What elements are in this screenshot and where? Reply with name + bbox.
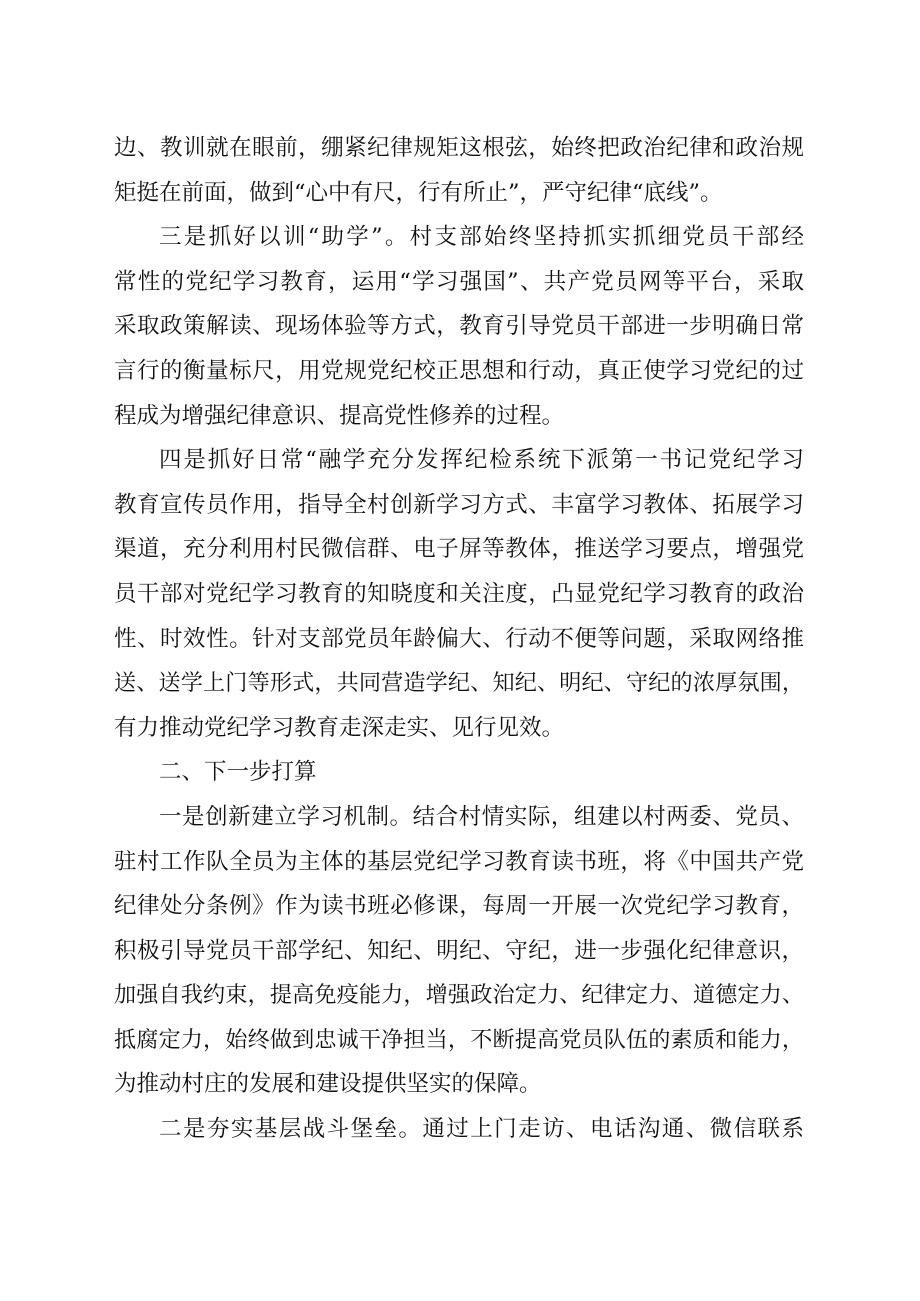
text-line: 程成为增强纪律意识、提高党性修养的过程。 (114, 402, 565, 429)
text-line: 边、教训就在眼前，绷紧纪律规矩这根弦，始终把政治纪律和政治规 (114, 135, 804, 161)
text-line: 言行的衡量标尺，用党规党纪校正思想和行动，真正使学习党纪的过 (114, 357, 804, 384)
text-line: 抵腐定力，始终做到忠诚干净担当，不断提高党员队伍的素质和能力， (114, 1026, 804, 1053)
text-line: 采取政策解读、现场体验等方式，教育引导党员干部进一步明确日常 (114, 313, 804, 340)
document-body (114, 126, 804, 1152)
text-line: 四是抓好日常“融学充分发挥纪检系统下派第一书记党纪学习 (159, 447, 804, 474)
text-line: 员干部对党纪学习教育的知晓度和关注度，凸显党纪学习教育的政治 (114, 580, 804, 607)
text-line: 纪律处分条例》作为读书班必修课，每周一开展一次党纪学习教育， (114, 893, 804, 920)
text-line: 驻村工作队全员为主体的基层党纪学习教育读书班，将《中国共产党 (114, 848, 804, 875)
text-line: 渠道，充分利用村民微信群、电子屏等教体，推送学习要点，增强党 (114, 536, 804, 563)
text-line: 二、下一步打算 (159, 759, 317, 786)
text-line: 性、时效性。针对支部党员年龄偏大、行动不便等问题，采取网络推 (114, 625, 804, 652)
text-line: 矩挺在前面，做到“心中有尺，行有所止”，严守纪律“底线”。 (114, 179, 723, 206)
text-line: 送、送学上门等形式，共同营造学纪、知纪、明纪、守纪的浓厚氛围， (114, 670, 804, 697)
text-line: 为推动村庄的发展和建设提供坚实的保障。 (114, 1071, 542, 1098)
text-line: 积极引导党员干部学纪、知纪、明纪、守纪，进一步强化纪律意识， (114, 937, 804, 964)
text-line: 加强自我约束，提高免疫能力，增强政治定力、纪律定力、道德定力、 (114, 982, 804, 1009)
text-line: 教育宣传员作用，指导全村创新学习方式、丰富学习教体、拓展学习 (114, 491, 804, 518)
text-line: 三是抓好以训“助学”。村支部始终坚持抓实抓细党员干部经 (159, 224, 804, 251)
text-line: 一是创新建立学习机制。结合村情实际，组建以村两委、党员、 (159, 803, 804, 830)
text-line: 二是夯实基层战斗堡垒。通过上门走访、电话沟通、微信联系 (159, 1116, 804, 1143)
text-line: 有力推动党纪学习教育走深走实、见行见效。 (114, 714, 565, 741)
text-line: 常性的党纪学习教育，运用“学习强国”、共产党员网等平台，采取 (114, 268, 804, 295)
